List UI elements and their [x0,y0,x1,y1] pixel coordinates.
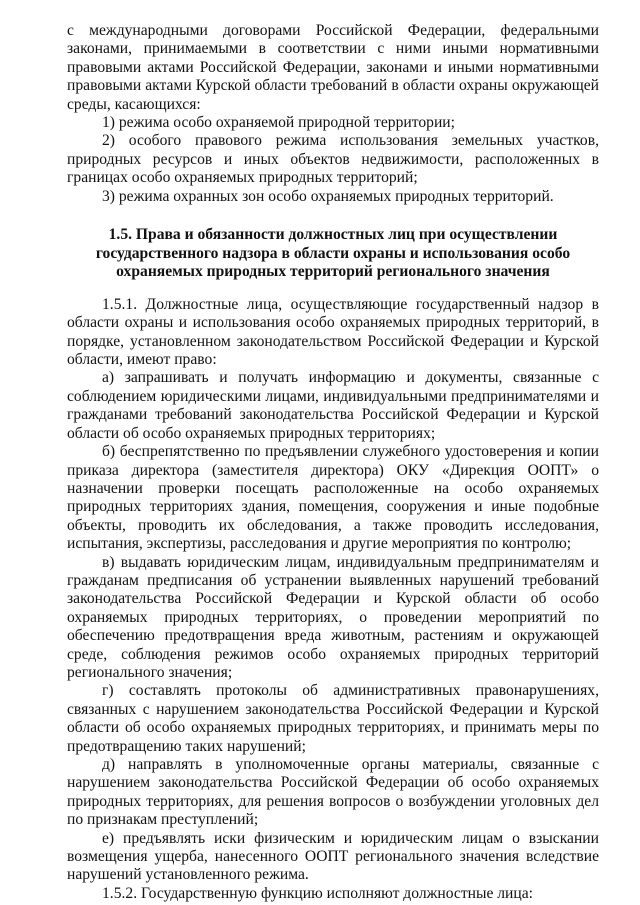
clause-1-5-1: 1.5.1. Должностные лица, осуществляющие государственный надзор в области охраны и использования особо охраняемых природных территорий, в порядке, установленном законодательством Российской Федерации и Курской области, имеют право: [67,295,599,369]
clause-1-5-2: 1.5.2. Государственную функцию исполняют должностные лица: [102,884,534,902]
list-item-protection-zones: 3) режима охранных зон особо охраняемых природных территорий. [102,187,554,205]
document-page [67,22,599,903]
list-item-regime-territory: 1) режима особо охраняемой природной территории; [102,114,455,132]
right-item-b: б) беспрепятственно по предъявлении служебного удостоверения и копии приказа директора (заместителя директора) ОКУ «Дирекция ООПТ» о назначении проверки посещать расположенные на особо охраняемых природных территориях здания, помещения, сооружения и иные подобные объекты, проводить их обследования, а также проводить исследования, испытания, экспертизы, расследования и другие мероприятия по контролю; [67,443,599,553]
paragraph-continuation: с международными договорами Российской Федерации, федеральными законами, принимаемыми в соответствии с ними иными нормативными правовыми актами Российской Федерации, законами и иными нормативными правовыми актами Курской области требований в области охраны окружающей среды, касающихся: [67,22,599,113]
list-item-legal-regime: 2) особого правового режима использования земельных участков, природных ресурсов и иных объектов недвижимости, расположенных в границах особо охраняемых природных территорий; [67,132,599,187]
right-item-a: а) запрашивать и получать информацию и документы, связанные с соблюдением юридическими лицами, индивидуальными предпринимателями и гражданами требований законодательства Российской Федерации и Курской области об особо охраняемых природных территориях; [67,369,599,442]
right-item-g: г) составлять протоколы об административных правонарушениях, связанных с нарушением законодательства Российской Федерации и Курской области об особо охраняемых природных территориях, и принимать меры по предотвращению таких нарушений; [67,682,599,755]
right-item-e: е) предъявлять иски физическим и юридическим лицам о взыскании возмещения ущерба, нанесенного ООПТ регионального значения вследствие нарушений установленного режима. [67,829,599,884]
right-item-v: в) выдавать юридическим лицам, индивидуальным предпринимателям и гражданам предписания об устранении выявленных нарушений требований законодательства Российской Федерации и Курской области об особо охраняемых природных территориях, о проведении мероприятий по обеспечению предотвращения вреда животным, растениям и окружающей среде, соблюдения режимов особо охраняемых природных территорий регионального значения; [67,553,599,681]
right-item-d: д) направлять в уполномоченные органы материалы, связанные с нарушением законодательства Российской Федерации об особо охраняемых природных территориях, для решения вопросов о возбуждении уголовных дел по признакам преступлений; [67,756,599,829]
section-heading: 1.5. Права и обязанности должностных лиц при осуществлении государственного надзора в области охраны и использования особо охраняемых природных территорий регионального значения [95,226,571,281]
